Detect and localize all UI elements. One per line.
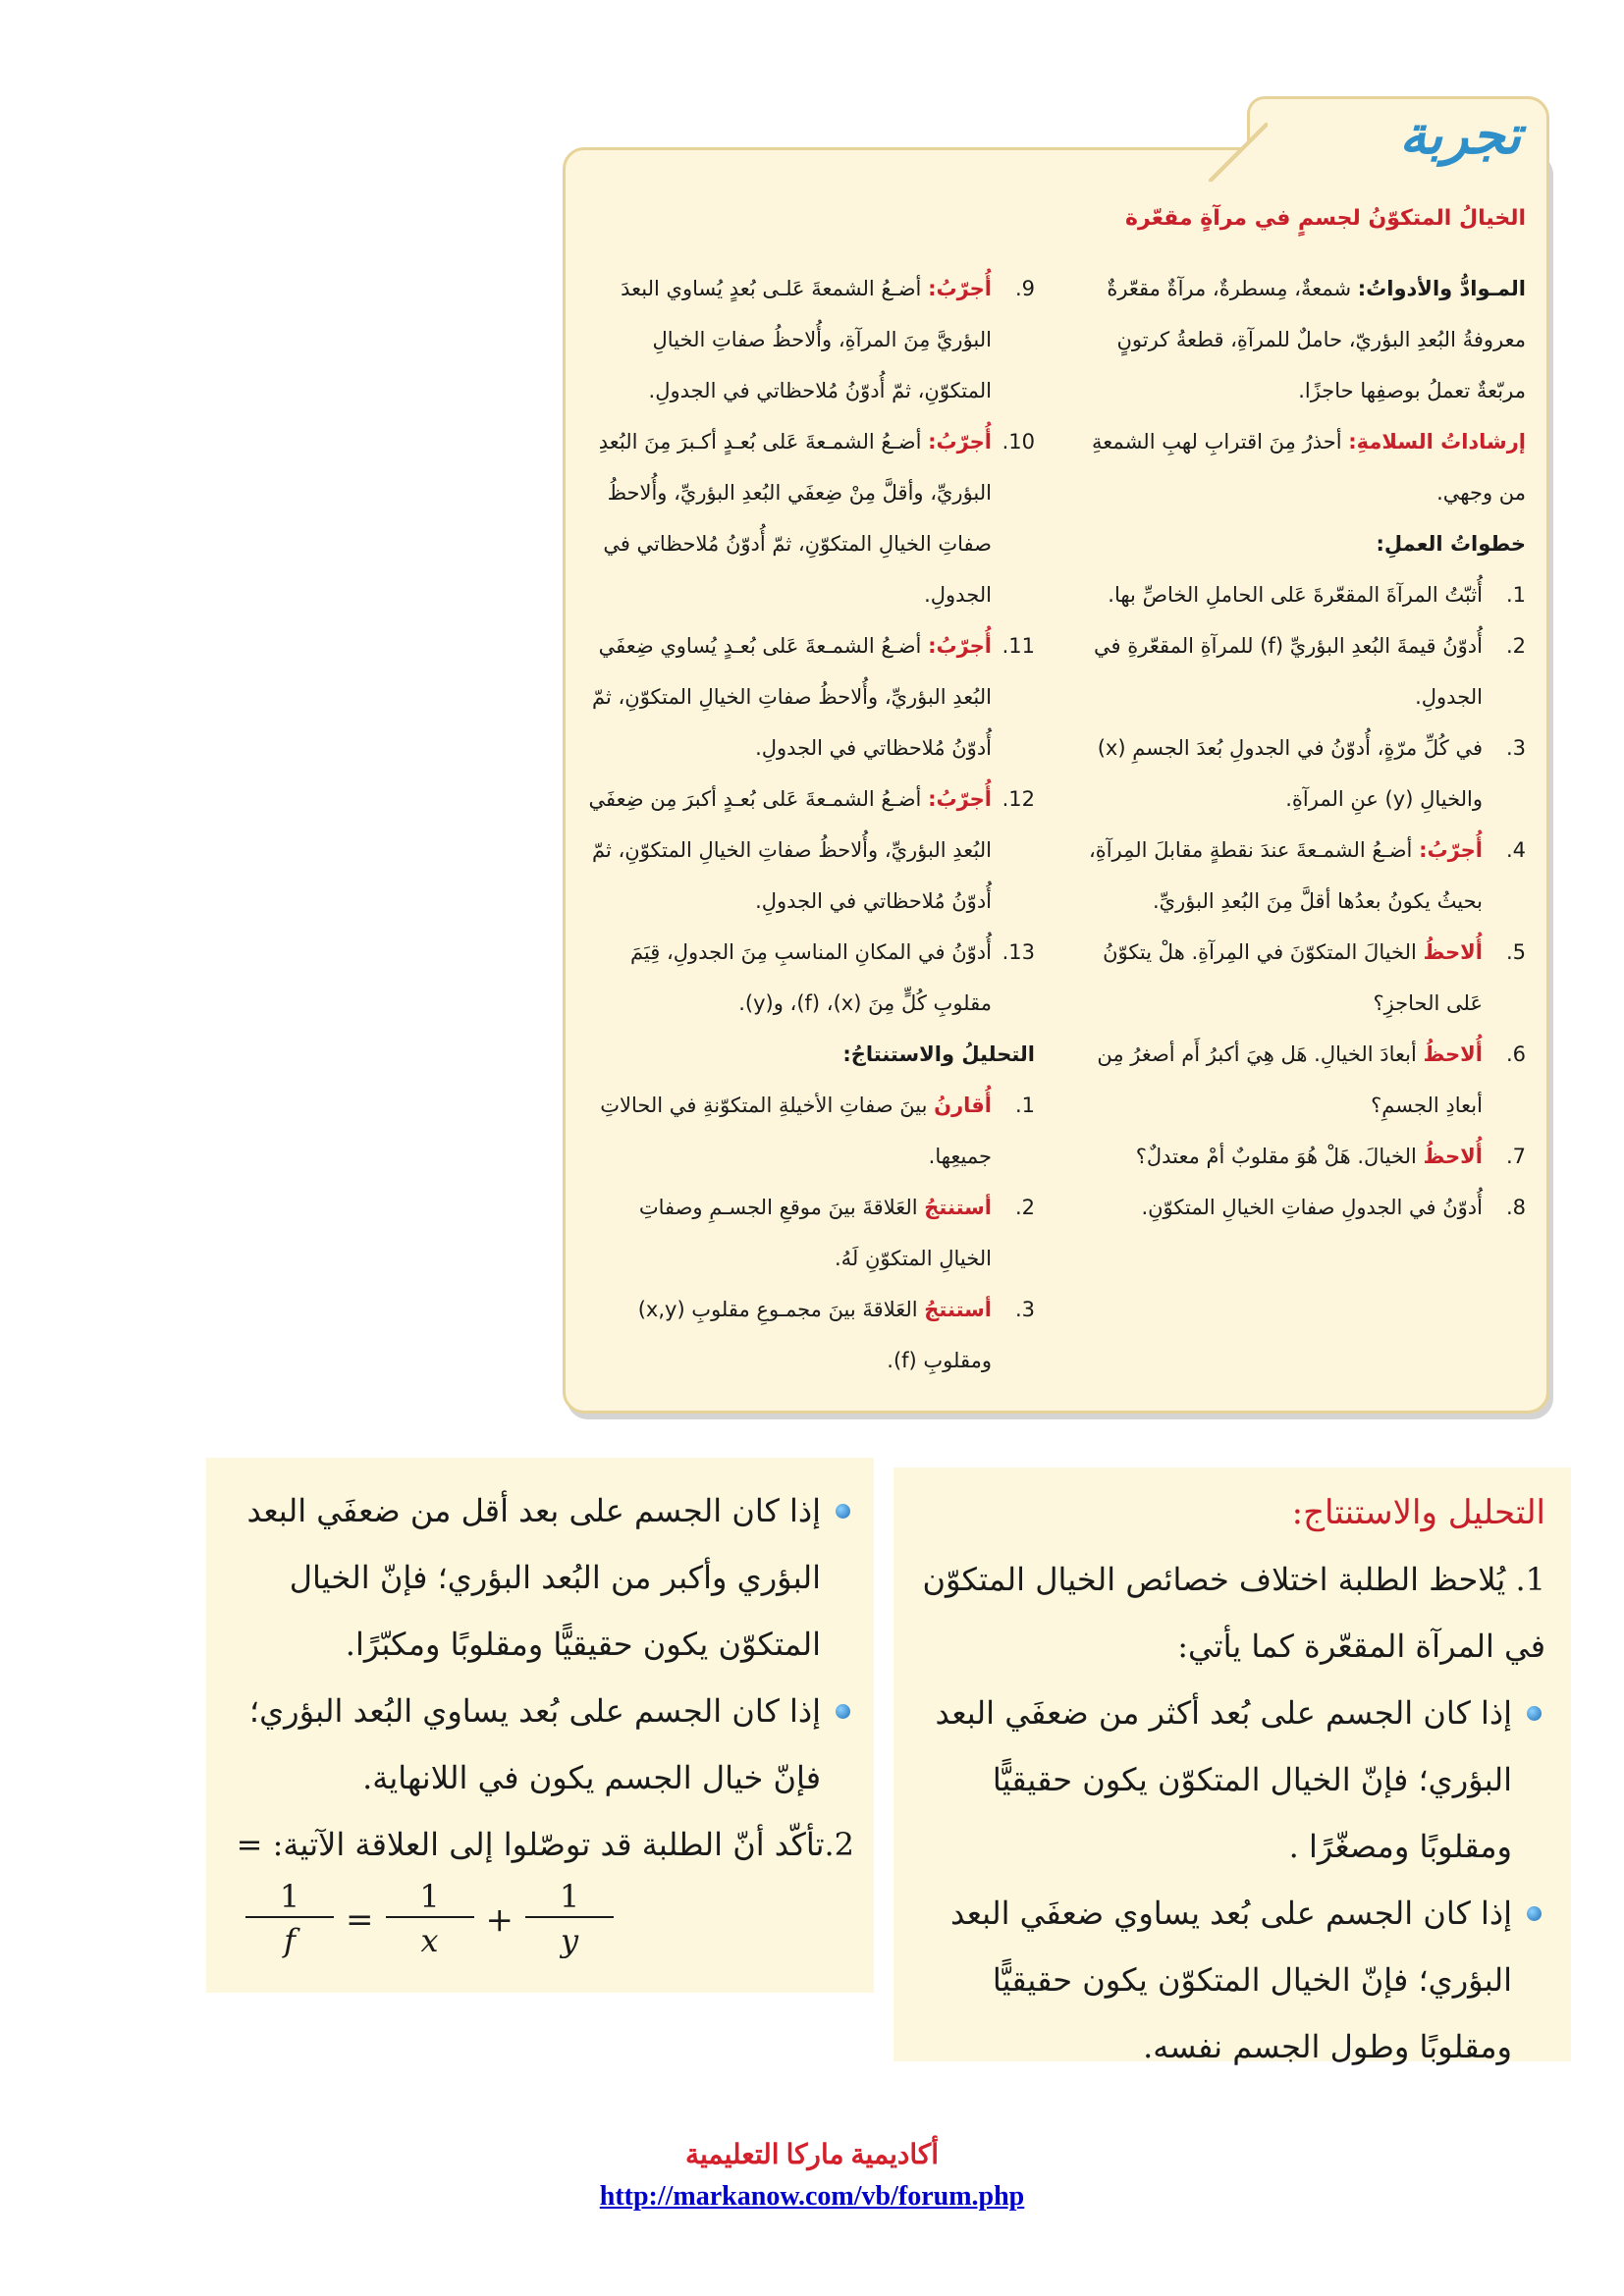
step-text: بينَ صفاتِ الأخيلةِ المتكوّنةِ في الحالاتِ جميعِها.	[600, 1094, 992, 1168]
step-verb: أستنتجُ	[924, 1196, 992, 1219]
step-text: أُدوّنُ قيمةَ البُعدِ البؤريِّ (f) للمرآةِ المقعّرةِ في الجدولِ.	[1094, 634, 1483, 709]
step-item	[583, 927, 1035, 1029]
numerator: 1	[559, 1878, 580, 1915]
fraction-1-over-f	[245, 1877, 334, 1963]
step-number: 12.	[1001, 787, 1035, 811]
step-number: 13.	[1001, 940, 1035, 964]
experiment-tab-title: تجربة	[1399, 103, 1521, 166]
materials-label: المـوادُّ والأدواتُ:	[1357, 277, 1526, 300]
step-verb: أُلاحظُ	[1423, 940, 1483, 964]
step-text: أُدوّنُ في الجدولِ صفاتِ الخيالِ المتكوّنِ.	[1141, 1196, 1483, 1219]
fraction-1-over-x	[386, 1877, 474, 1963]
step-item	[583, 620, 1035, 774]
answer-bullet: إذا كان الجسم على بُعد يساوي ضعفَي البعد البؤري؛ فإنّ الخيال المتكوّن يكون حقيقيًّا ومقلوبًا وطول الجسم نفسه.	[913, 1880, 1545, 2080]
step-number: 2.	[1014, 1196, 1035, 1219]
step-item	[1074, 1182, 1526, 1233]
step-text: أضـعُ الشمعةَ عَلـى بُعدٍ يُساوي البعدَ البؤريَّ مِنَ المرآةِ، وأُلاحظُ صفاتِ الخيالِ المتكوّنِ، ثمّ أُدوّنُ مُلاحظاتي في الجدولِ.	[621, 277, 992, 402]
answer-bullet: إذا كان الجسم على بعد أقل من ضعفَي البعد البؤري وأكبر من البُعد البؤري؛ فإنّ الخيال المتكوّن يكون حقيقيًّا ومقلوبًا ومكبّرًا.	[232, 1477, 854, 1678]
step-text: أضـعُ الشمـعةَ عَلى بُعـدٍ يُساوي ضِعفَي البُعدِ البؤريِّ، وأُلاحظُ صفاتِ الخيالِ المتكوّنِ، ثمّ أُدوّنُ مُلاحظاتي في الجدولِ.	[592, 634, 992, 760]
equals-sign: =	[346, 1900, 374, 1940]
step-item	[583, 1284, 1035, 1386]
step-verb: أُجرّبُ:	[928, 430, 992, 454]
numerator: 1	[419, 1878, 440, 1915]
step-number: 9.	[1014, 277, 1035, 300]
step-item	[1074, 569, 1526, 620]
materials-text: شمعةٌ، مِسطرةٌ، مرآةٌ مقعّرةٌ معروفةُ البُعدِ البؤريّ، حاملٌ للمرآةِ، قطعةُ كرتونٍ مربّعةٌ تعملُ بوصفِها حاجزًا.	[1107, 277, 1526, 402]
steps-list-left	[583, 263, 1035, 1029]
answer-box-right	[893, 1468, 1571, 2065]
step-item	[583, 416, 1035, 620]
answer-bullet: إذا كان الجسم على بُعد يساوي البُعد البؤري؛ فإنّ خيال الجسم يكون في اللانهاية.	[232, 1678, 854, 1811]
analysis-list	[583, 1080, 1035, 1386]
steps-list-right	[1074, 569, 1526, 1233]
step-number: 11.	[1001, 634, 1035, 658]
step-number: 6.	[1505, 1042, 1526, 1066]
step-verb: أستنتجُ	[924, 1298, 992, 1321]
footer-link[interactable]: http://markanow.com/vb/forum.php	[599, 2181, 1025, 2212]
step-item	[1074, 1131, 1526, 1182]
step-number: 4.	[1505, 838, 1526, 862]
safety-text: أحذرُ مِنَ اقترابِ لهبِ الشمعةِ من وجهي.	[1092, 430, 1526, 505]
fraction-1-over-y	[525, 1877, 614, 1963]
answer-box-left	[206, 1458, 874, 1993]
step-text: أُدوّنُ في المكانِ المناسبِ مِنَ الجدولِ، قِيَمَ مقلوبِ كُلٍّ مِنَ (x)، (f)، و(y).	[629, 940, 992, 1015]
step-text: الخيالَ المتكوّنَ في المِرآةِ. هلْ يتكوّنُ عَلى الحاجزِ؟	[1103, 940, 1483, 1015]
safety-label: إرشاداتُ السلامةِ:	[1348, 430, 1526, 454]
numerator: 1	[279, 1878, 300, 1915]
step-number: 10.	[1001, 430, 1035, 454]
step-number: 1.	[1505, 583, 1526, 607]
analysis-title: التحليلُ والاستنتاجُ:	[842, 1042, 1035, 1066]
step-item	[1074, 1029, 1526, 1131]
step-number: 5.	[1505, 940, 1526, 964]
step-number: 3.	[1505, 736, 1526, 760]
step-verb: أُجرّبُ:	[928, 277, 992, 300]
step-text: العَلاقةَ بينَ مجمـوعِ مقلوبِ (x,y) ومقلوبِ (f).	[637, 1298, 992, 1372]
step-text: أضـعُ الشمـعةَ عَلى بُعـدٍ أكـبرَ مِنَ البُعدِ البؤريِّ، وأقلَّ مِنْ ضِعفَي البُعدِ البؤريِّ، وأُلاحظُ صفاتِ الخيالِ المتكوّنِ، ثمّ أُدوّنُ مُلاحظاتي في الجدولِ.	[598, 430, 992, 607]
experiment-column-left	[583, 263, 1035, 1386]
step-verb: أُجرّبُ:	[928, 787, 992, 811]
step-verb: أُقارنُ	[934, 1094, 992, 1117]
step-verb: أُجرّبُ:	[1419, 838, 1483, 862]
answer-item-1: 1. يُلاحظ الطلبة اختلاف خصائص الخيال المتكوّن في المرآة المقعّرة كما يأتي:	[922, 1561, 1545, 1665]
step-item	[583, 263, 1035, 416]
step-number: 8.	[1505, 1196, 1526, 1219]
plus-sign: +	[485, 1900, 514, 1940]
step-text: أضـعُ الشمـعةَ عَلى بُعـدٍ أكبرَ مِن ضِعفَي البُعدِ البؤريِّ، وأُلاحظُ صفاتِ الخيالِ المتكوّنِ، ثمّ أُدوّنُ مُلاحظاتي في الجدولِ.	[588, 787, 992, 913]
step-item	[1074, 825, 1526, 927]
denominator-y: y	[560, 1922, 579, 1959]
step-text: الخيالَ. هَلْ هُوَ مقلوبٌ أمْ معتدلٌ؟	[1135, 1145, 1417, 1168]
footer-title: أكاديمية ماركا التعليمية	[684, 2140, 940, 2170]
experiment-column-right	[1074, 263, 1526, 1233]
step-item	[583, 1182, 1035, 1284]
step-item	[583, 774, 1035, 927]
step-text: أضـعُ الشمـعةَ عندَ نقطةٍ مقابلَ المِرآةِ، بحيثُ يكونُ بعدُها أقلَّ مِنَ البُعدِ البؤريِّ.	[1088, 838, 1483, 913]
denominator-f: f	[284, 1922, 296, 1959]
materials-paragraph	[1074, 263, 1526, 416]
step-number: 2.	[1505, 634, 1526, 658]
step-number: 7.	[1505, 1145, 1526, 1168]
step-verb: أُلاحظُ	[1423, 1145, 1483, 1168]
step-verb: أُلاحظُ	[1423, 1042, 1483, 1066]
safety-paragraph	[1074, 416, 1526, 518]
answer-item-2: 2.تأكّد أنّ الطلبة قد توصّلوا إلى العلاقة الآتية: =	[236, 1826, 854, 1863]
step-number: 3.	[1014, 1298, 1035, 1321]
step-text: العَلاقةَ بينَ موقعِ الجسـمِ وصفاتِ الخيالِ المتكوّنِ لَهُ.	[638, 1196, 992, 1270]
step-text: أبعادَ الخيالِ. هَل هِيَ أكبرُ أَم أصغرُ مِن أبعادِ الجسمِ؟	[1097, 1042, 1483, 1117]
step-item	[1074, 722, 1526, 825]
mirror-formula	[245, 1877, 614, 1963]
denominator-x: x	[420, 1922, 439, 1959]
step-item	[583, 1080, 1035, 1182]
step-text: أُثبّتُ المرآةَ المقعّرةَ عَلى الحاملِ الخاصِّ بها.	[1108, 583, 1483, 607]
step-number: 1.	[1014, 1094, 1035, 1117]
answer-title: التحليل والاستنتاج:	[1291, 1493, 1545, 1532]
answer-bullet: إذا كان الجسم على بُعد أكثر من ضعفَي البعد البؤري؛ فإنّ الخيال المتكوّن يكون حقيقيًّا ومقلوبًا ومصغّرًا .	[913, 1680, 1545, 1880]
step-text: في كُلِّ مرّةٍ، أُدوّنُ في الجدولِ بُعدَ الجسمِ (x) والخيالِ (y) عنِ المرآةِ.	[1097, 736, 1483, 811]
step-verb: أُجرّبُ:	[928, 634, 992, 658]
experiment-subtitle: الخيالُ المتكوّنُ لجسمٍ في مرآةٍ مقعّرة	[1125, 206, 1526, 231]
step-item	[1074, 927, 1526, 1029]
step-item	[1074, 620, 1526, 722]
steps-title: خطواتُ العملِ:	[1376, 532, 1526, 556]
